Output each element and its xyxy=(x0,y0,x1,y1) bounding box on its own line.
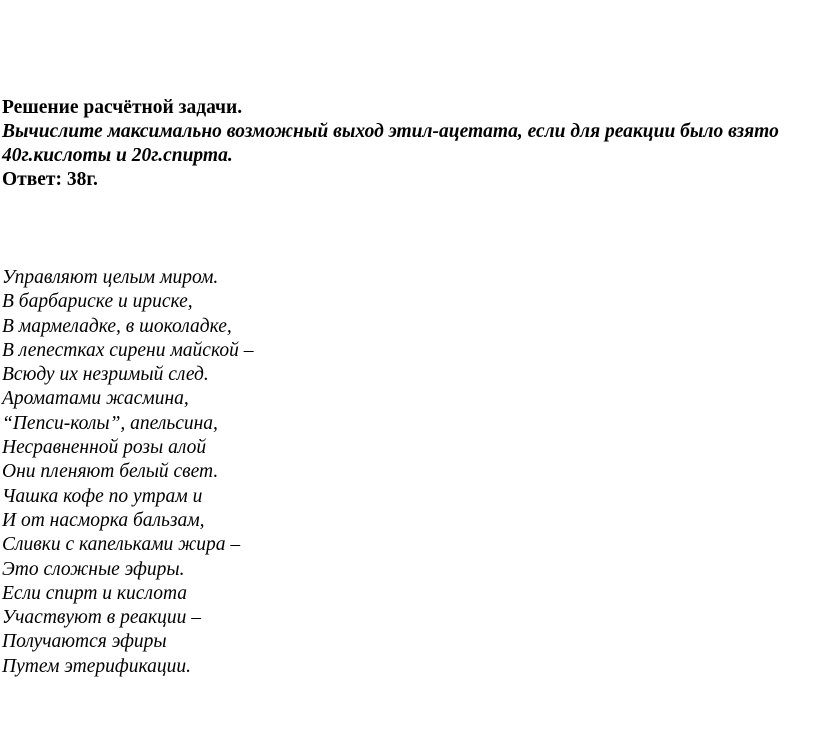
poem-block xyxy=(2,266,702,679)
task-answer: Ответ: 38г. xyxy=(2,169,98,190)
poem-line: Управляют целым миром. xyxy=(2,267,219,288)
poem-line: Если спирт и кислота xyxy=(2,582,188,604)
poem-line: В лепестках сирени майской – xyxy=(2,339,254,361)
poem-line: Ароматами жасмина, xyxy=(2,388,189,410)
poem-line: Всюду их незримый след. xyxy=(2,364,209,386)
poem-line: Чашка кофе по утрам и xyxy=(2,485,203,507)
poem-line: Это сложные эфиры. xyxy=(2,558,185,580)
task-block xyxy=(2,96,814,192)
poem-line: Они пленяют белый свет. xyxy=(2,461,219,483)
poem-line: В барбариске и ириске, xyxy=(2,291,193,313)
poem-line: Несравненной розы алой xyxy=(2,437,207,459)
task-heading: Решение расчётной задачи. xyxy=(2,97,243,118)
poem-line: “Пепси-колы”, апельсина, xyxy=(2,412,218,434)
poem-line: Получаются эфиры xyxy=(2,631,167,653)
poem-line: Путем этерификации. xyxy=(2,655,191,677)
poem-line: И от насморка бальзам, xyxy=(2,509,205,531)
poem-line: Сливки с капельками жира – xyxy=(2,534,241,556)
poem-line: В мармеладке, в шоколадке, xyxy=(2,315,232,337)
poem-line: Участвуют в реакции – xyxy=(2,607,201,629)
task-question: Вычислите максимально возможный выход этил-ацетата, если для реакции было взято 40г.кислоты и 20г.спирта. xyxy=(2,121,779,166)
